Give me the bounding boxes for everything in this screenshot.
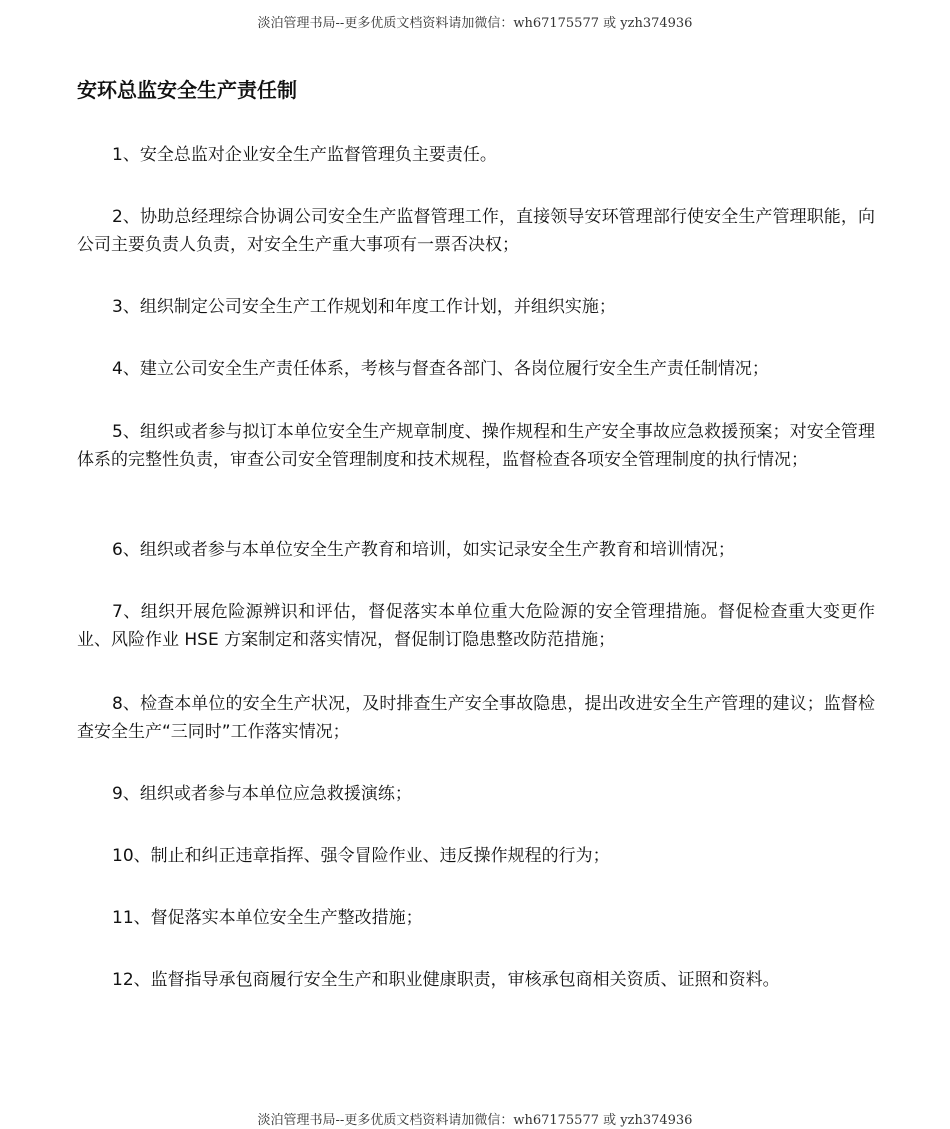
- clause-12: 12、监督指导承包商履行安全生产和职业健康职责，审核承包商相关资质、证照和资料。: [112, 970, 780, 990]
- clause-3: 3、组织制定公司安全生产工作规划和年度工作计划，并组织实施；: [112, 297, 616, 317]
- clause-2: 2、协助总经理综合协调公司安全生产监督管理工作，直接领导安环管理部行使安全生产管理职能，向公司主要负责人负责，对安全生产重大事项有一票否决权；: [77, 207, 875, 255]
- clause-4: 4、建立公司安全生产责任体系，考核与督查各部门、各岗位履行安全生产责任制情况；: [112, 359, 769, 379]
- page-footer-note: 淡泊管理书局--更多优质文档资料请加微信：wh67175577 或 yzh374936: [257, 1113, 693, 1128]
- clause-11: 11、督促落实本单位安全生产整改措施；: [112, 908, 423, 928]
- clause-7: 7、组织开展危险源辨识和评估，督促落实本单位重大危险源的安全管理措施。督促检查重大变更作业、风险作业 HSE 方案制定和落实情况，督促制订隐患整改防范措施；: [77, 602, 875, 650]
- clause-8: 8、检查本单位的安全生产状况，及时排查生产安全事故隐患，提出改进安全生产管理的建议；监督检查安全生产“三同时”工作落实情况；: [77, 694, 875, 742]
- page-header-note: 淡泊管理书局--更多优质文档资料请加微信：wh67175577 或 yzh374936: [257, 16, 693, 31]
- clause-10: 10、制止和纠正违章指挥、强令冒险作业、违反操作规程的行为；: [112, 846, 610, 866]
- clause-1: 1、安全总监对企业安全生产监督管理负主要责任。: [112, 145, 497, 165]
- clause-9: 9、组织或者参与本单位应急救援演练；: [112, 784, 412, 804]
- clause-5: 5、组织或者参与拟订本单位安全生产规章制度、操作规程和生产安全事故应急救援预案；对安全管理体系的完整性负责，审查公司安全管理制度和技术规程，监督检查各项安全管理制度的执行情况；: [77, 422, 875, 470]
- clause-6: 6、组织或者参与本单位安全生产教育和培训，如实记录安全生产教育和培训情况；: [112, 540, 735, 560]
- document-title: 安环总监安全生产责任制: [77, 78, 297, 102]
